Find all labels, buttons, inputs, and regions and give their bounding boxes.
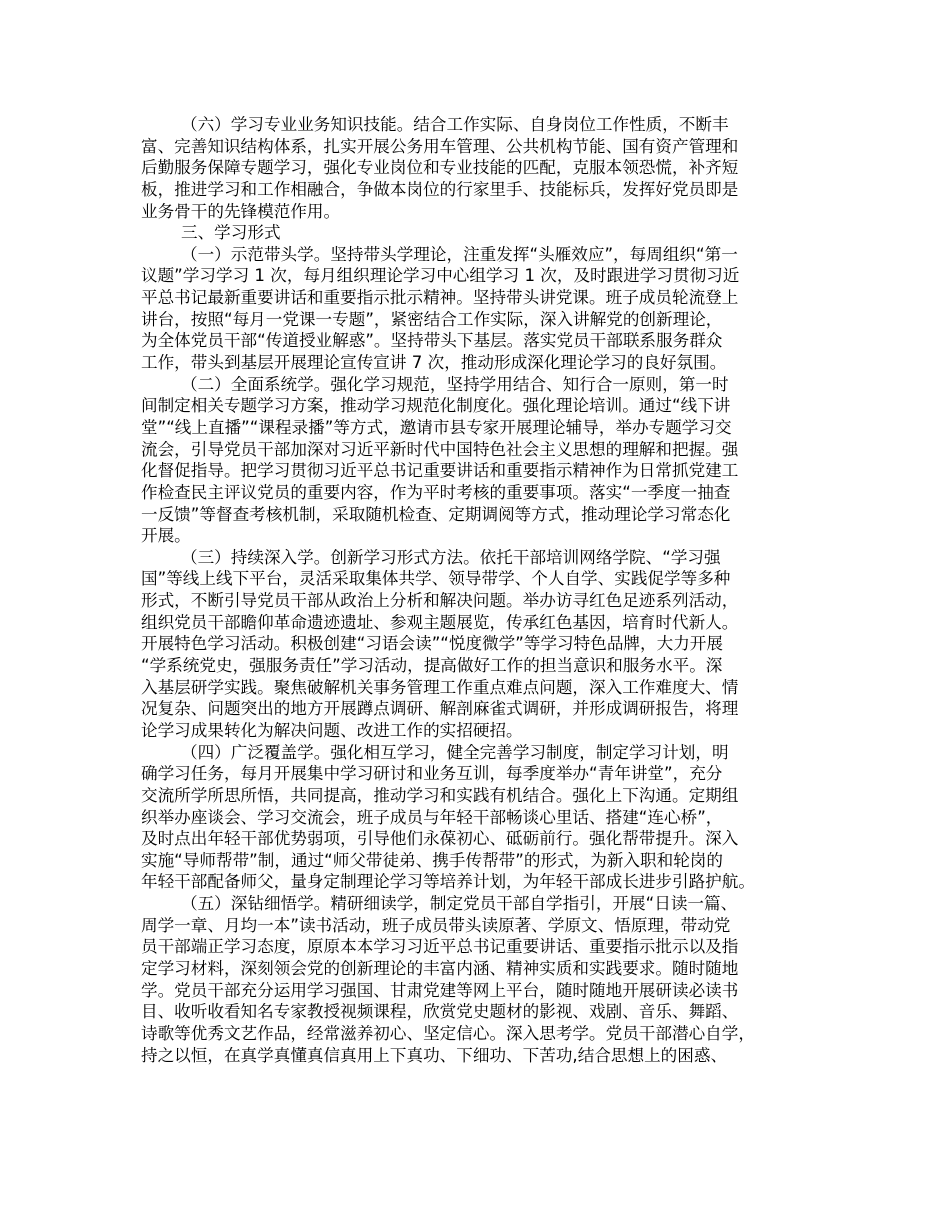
- text-line: 三、学习形式: [181, 223, 281, 243]
- text-line: （三）持续深入学。创新学习形式方法。依托干部培训网络学院、“学习强: [181, 547, 721, 567]
- text-line: （一）示范带头学。坚持带头学理论，注重发挥“头雁效应”，每周组织“第一: [181, 244, 738, 264]
- text-line: 交流所学所思所悟，共同提高，推动学习和实践有机结合。强化上下沟通。定期组: [141, 785, 739, 805]
- text-line: 间制定相关专题学习方案，推动学习规范化制度化。强化理论培训。通过“线下讲: [141, 396, 731, 416]
- text-line: 论学习成果转化为解决问题、改进工作的实招硬招。: [141, 720, 523, 740]
- text-line: 形式，不断引导党员干部从政治上分析和解决问题。举办访寻红色足迹系列活动，: [141, 591, 739, 611]
- text-line: 国”等线上线下平台，灵活采取集体共学、领导带学、个人自学、实践促学等多种: [141, 569, 731, 589]
- text-line: 工作，带头到基层开展理论宣传宣讲 7 次，推动形成深化理论学习的良好氛围。: [141, 353, 727, 373]
- text-line: 年轻干部配备师父，量身定制理论学习等培养计划，为年轻干部成长进步引路护航。: [141, 872, 755, 892]
- text-line: （五）深钻细悟学。精研细读学，制定党员干部自学指引，开展“日读一篇、: [181, 894, 738, 914]
- text-line: 周学一章、月均一本”读书活动，班子成员带头读原著、学原文、悟原理，带动党: [141, 915, 731, 935]
- text-line: 学。党员干部充分运用学习强国、甘肃党建等网上平台，随时随地开展研读必读书: [141, 980, 739, 1000]
- text-line: 一反馈”等督查考核机制，采取随机检查、定期调阅等方式，推动理论学习常态化: [141, 504, 731, 524]
- text-line: 平总书记最新重要讲话和重要指示批示精神。坚持带头讲党课。班子成员轮流登上: [141, 288, 739, 308]
- text-line: 实施“导师帮带”制，通过“师父带徒弟、携手传帮带”的形式，为新入职和轮岗的: [141, 850, 723, 870]
- text-line: 富、完善知识结构体系，扎实开展公务用车管理、公共机构节能、国有资产管理和: [141, 136, 739, 156]
- text-line: 及时点出年轻干部优势弱项，引导他们永葆初心、砥砺前行。强化帮带提升。深入: [141, 829, 739, 849]
- text-line: 流会，引导党员干部加深对习近平新时代中国特色社会主义思想的理解和把握。强: [141, 439, 739, 459]
- document-body: [141, 114, 831, 1066]
- text-line: 定学习材料，深刻领会党的创新理论的丰富内涵、精神实质和实践要求。随时随地: [141, 958, 739, 978]
- text-line: 员干部端正学习态度，原原本本学习习近平总书记重要讲话、重要指示批示以及指: [141, 937, 739, 957]
- text-line: 为全体党员干部“传道授业解惑”。坚持带头下基层。落实党员干部联系服务群众: [141, 331, 723, 351]
- text-line: 讲台，按照“每月一党课一专题”，紧密结合工作实际，深入讲解党的创新理论，: [141, 309, 723, 329]
- text-line: 组织党员干部瞻仰革命遗迹遗址、参观主题展览，传承红色基因，培育时代新人。: [141, 612, 739, 632]
- text-line: 目、收听收看知名专家教授视频课程，欣赏党史题材的影视、戏剧、音乐、舞蹈、: [141, 1002, 739, 1022]
- text-line: 作检查民主评议党员的重要内容，作为平时考核的重要事项。落实“一季度一抽查: [141, 482, 731, 502]
- text-line: 后勤服务保障专题学习，强化专业岗位和专业技能的匹配，克服本领恐慌，补齐短: [141, 158, 739, 178]
- text-line: 开展。: [141, 526, 191, 546]
- text-line: 板，推进学习和工作相融合，争做本岗位的行家里手、技能标兵，发挥好党员即是: [141, 179, 739, 199]
- text-line: 诗歌等优秀文艺作品，经常滋养初心、坚定信心。深入思考学。党员干部潜心自学，: [141, 1023, 755, 1043]
- text-line: 持之以恒，在真学真懂真信真用上下真功、下细功、下苦功,结合思想上的困惑、: [141, 1045, 728, 1065]
- text-line: 议题”学习学习 1 次，每月组织理论学习中心组学习 1 次，及时跟进学习贯彻习近: [141, 266, 740, 286]
- text-line: （六）学习专业业务知识技能。结合工作实际、自身岗位工作性质，不断丰: [181, 115, 729, 134]
- text-line: 织举办座谈会、学习交流会，班子成员与年轻干部畅谈心里话、搭建“连心桥”，: [141, 807, 723, 827]
- text-line: （四）广泛覆盖学。强化相互学习，健全完善学习制度，制定学习计划，明: [181, 742, 729, 762]
- text-line: “学系统党史，强服务责任”学习活动，提高做好工作的担当意识和服务水平。深: [141, 656, 723, 676]
- text-line: 确学习任务，每月开展集中学习研讨和业务互训，每季度举办“青年讲堂”，充分: [141, 764, 723, 784]
- text-line: 况复杂、问题突出的地方开展蹲点调研、解剖麻雀式调研，并形成调研报告，将理: [141, 699, 739, 719]
- text-line: 开展特色学习活动。积极创建“习语会读”“悦度微学”等学习特色品牌，大力开展: [141, 634, 723, 654]
- text-line: 化督促指导。把学习贯彻习近平总书记重要讲话和重要指示精神作为日常抓党建工: [141, 461, 739, 481]
- text-line: 入基层研学实践。聚焦破解机关事务管理工作重点难点问题，深入工作难度大、情: [141, 677, 739, 697]
- text-line: 业务骨干的先锋模范作用。: [141, 201, 341, 221]
- text-line: （二）全面系统学。强化学习规范，坚持学用结合、知行合一原则，第一时: [181, 374, 729, 394]
- text-line: 堂”“线上直播”“课程录播”等方式，邀请市县专家开展理论辅导，举办专题学习交: [141, 417, 732, 437]
